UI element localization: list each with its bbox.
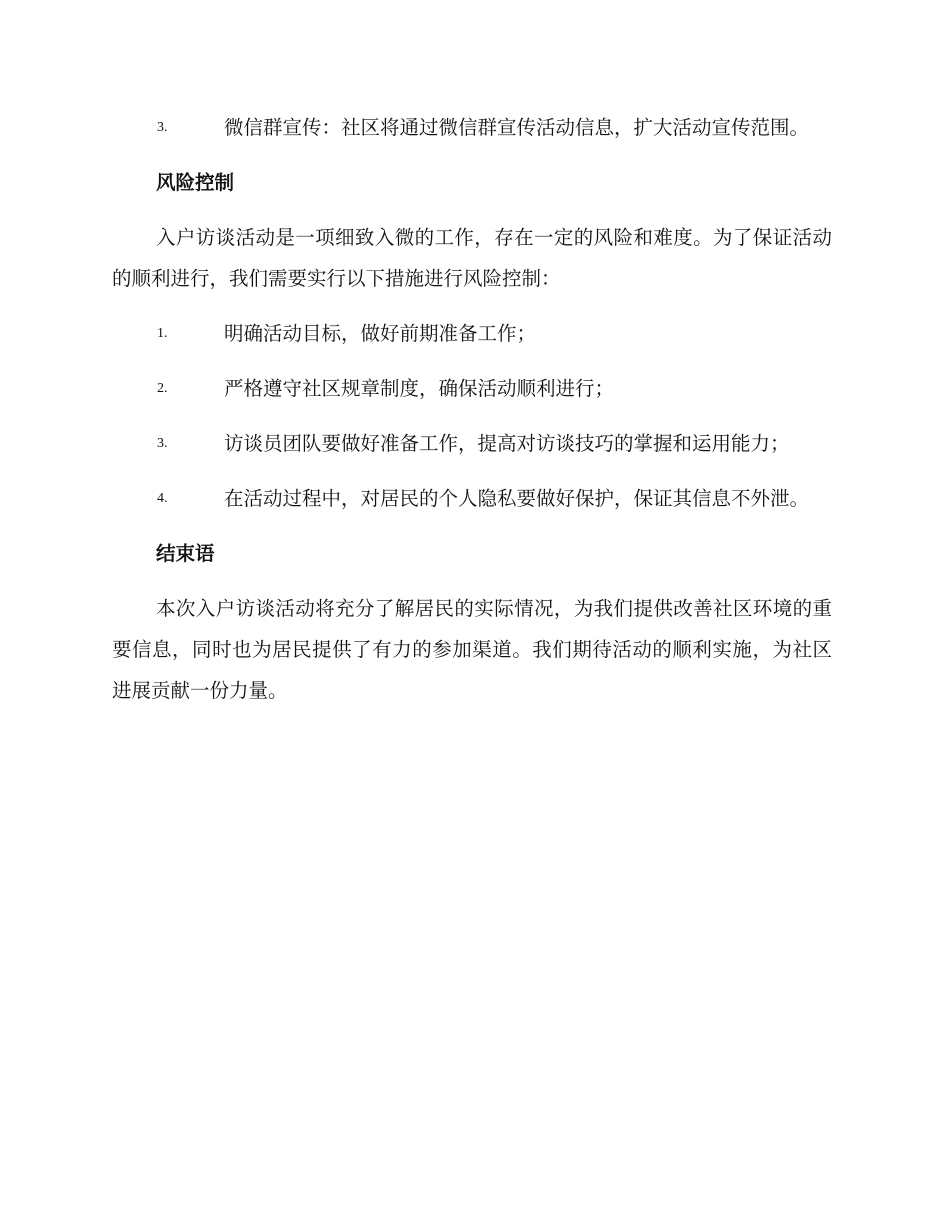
list-item-publicity-3 — [112, 107, 832, 148]
list-item-text: 严格遵守社区规章制度，确保活动顺利进行； — [224, 377, 615, 400]
list-number: 2. — [157, 381, 168, 396]
list-number: 4. — [157, 491, 168, 506]
conclusion-text: 本次入户访谈活动将充分了解居民的实际情况，为我们提供改善社区环境的重要信息，同时也为居民提供了有力的参加渠道。我们期待活动的顺利实施，为社区进展贡献一份力量。 — [112, 597, 832, 702]
document-body — [112, 107, 832, 725]
list-item-risk-1 — [112, 313, 832, 354]
section-heading-conclusion: 结束语 — [156, 542, 215, 565]
list-item-text: 微信群宣传：社区将通过微信群宣传活动信息，扩大活动宣传范围。 — [224, 116, 810, 139]
list-item-risk-3 — [112, 423, 832, 464]
list-item-risk-2 — [112, 368, 832, 409]
list-number: 3. — [157, 120, 168, 135]
list-number: 3. — [157, 436, 168, 451]
list-number: 1. — [157, 326, 168, 341]
list-item-text: 在活动过程中，对居民的个人隐私要做好保护，保证其信息不外泄。 — [224, 487, 810, 510]
list-item-text: 访谈员团队要做好准备工作，提高对访谈技巧的掌握和运用能力； — [224, 432, 790, 455]
list-item-text: 明确活动目标，做好前期准备工作； — [224, 322, 537, 345]
list-item-risk-4 — [112, 478, 832, 519]
section-heading-risk-control: 风险控制 — [156, 171, 235, 194]
risk-control-intro: 入户访谈活动是一项细致入微的工作，存在一定的风险和难度。为了保证活动的顺利进行，我们需要实行以下措施进行风险控制： — [112, 226, 832, 290]
